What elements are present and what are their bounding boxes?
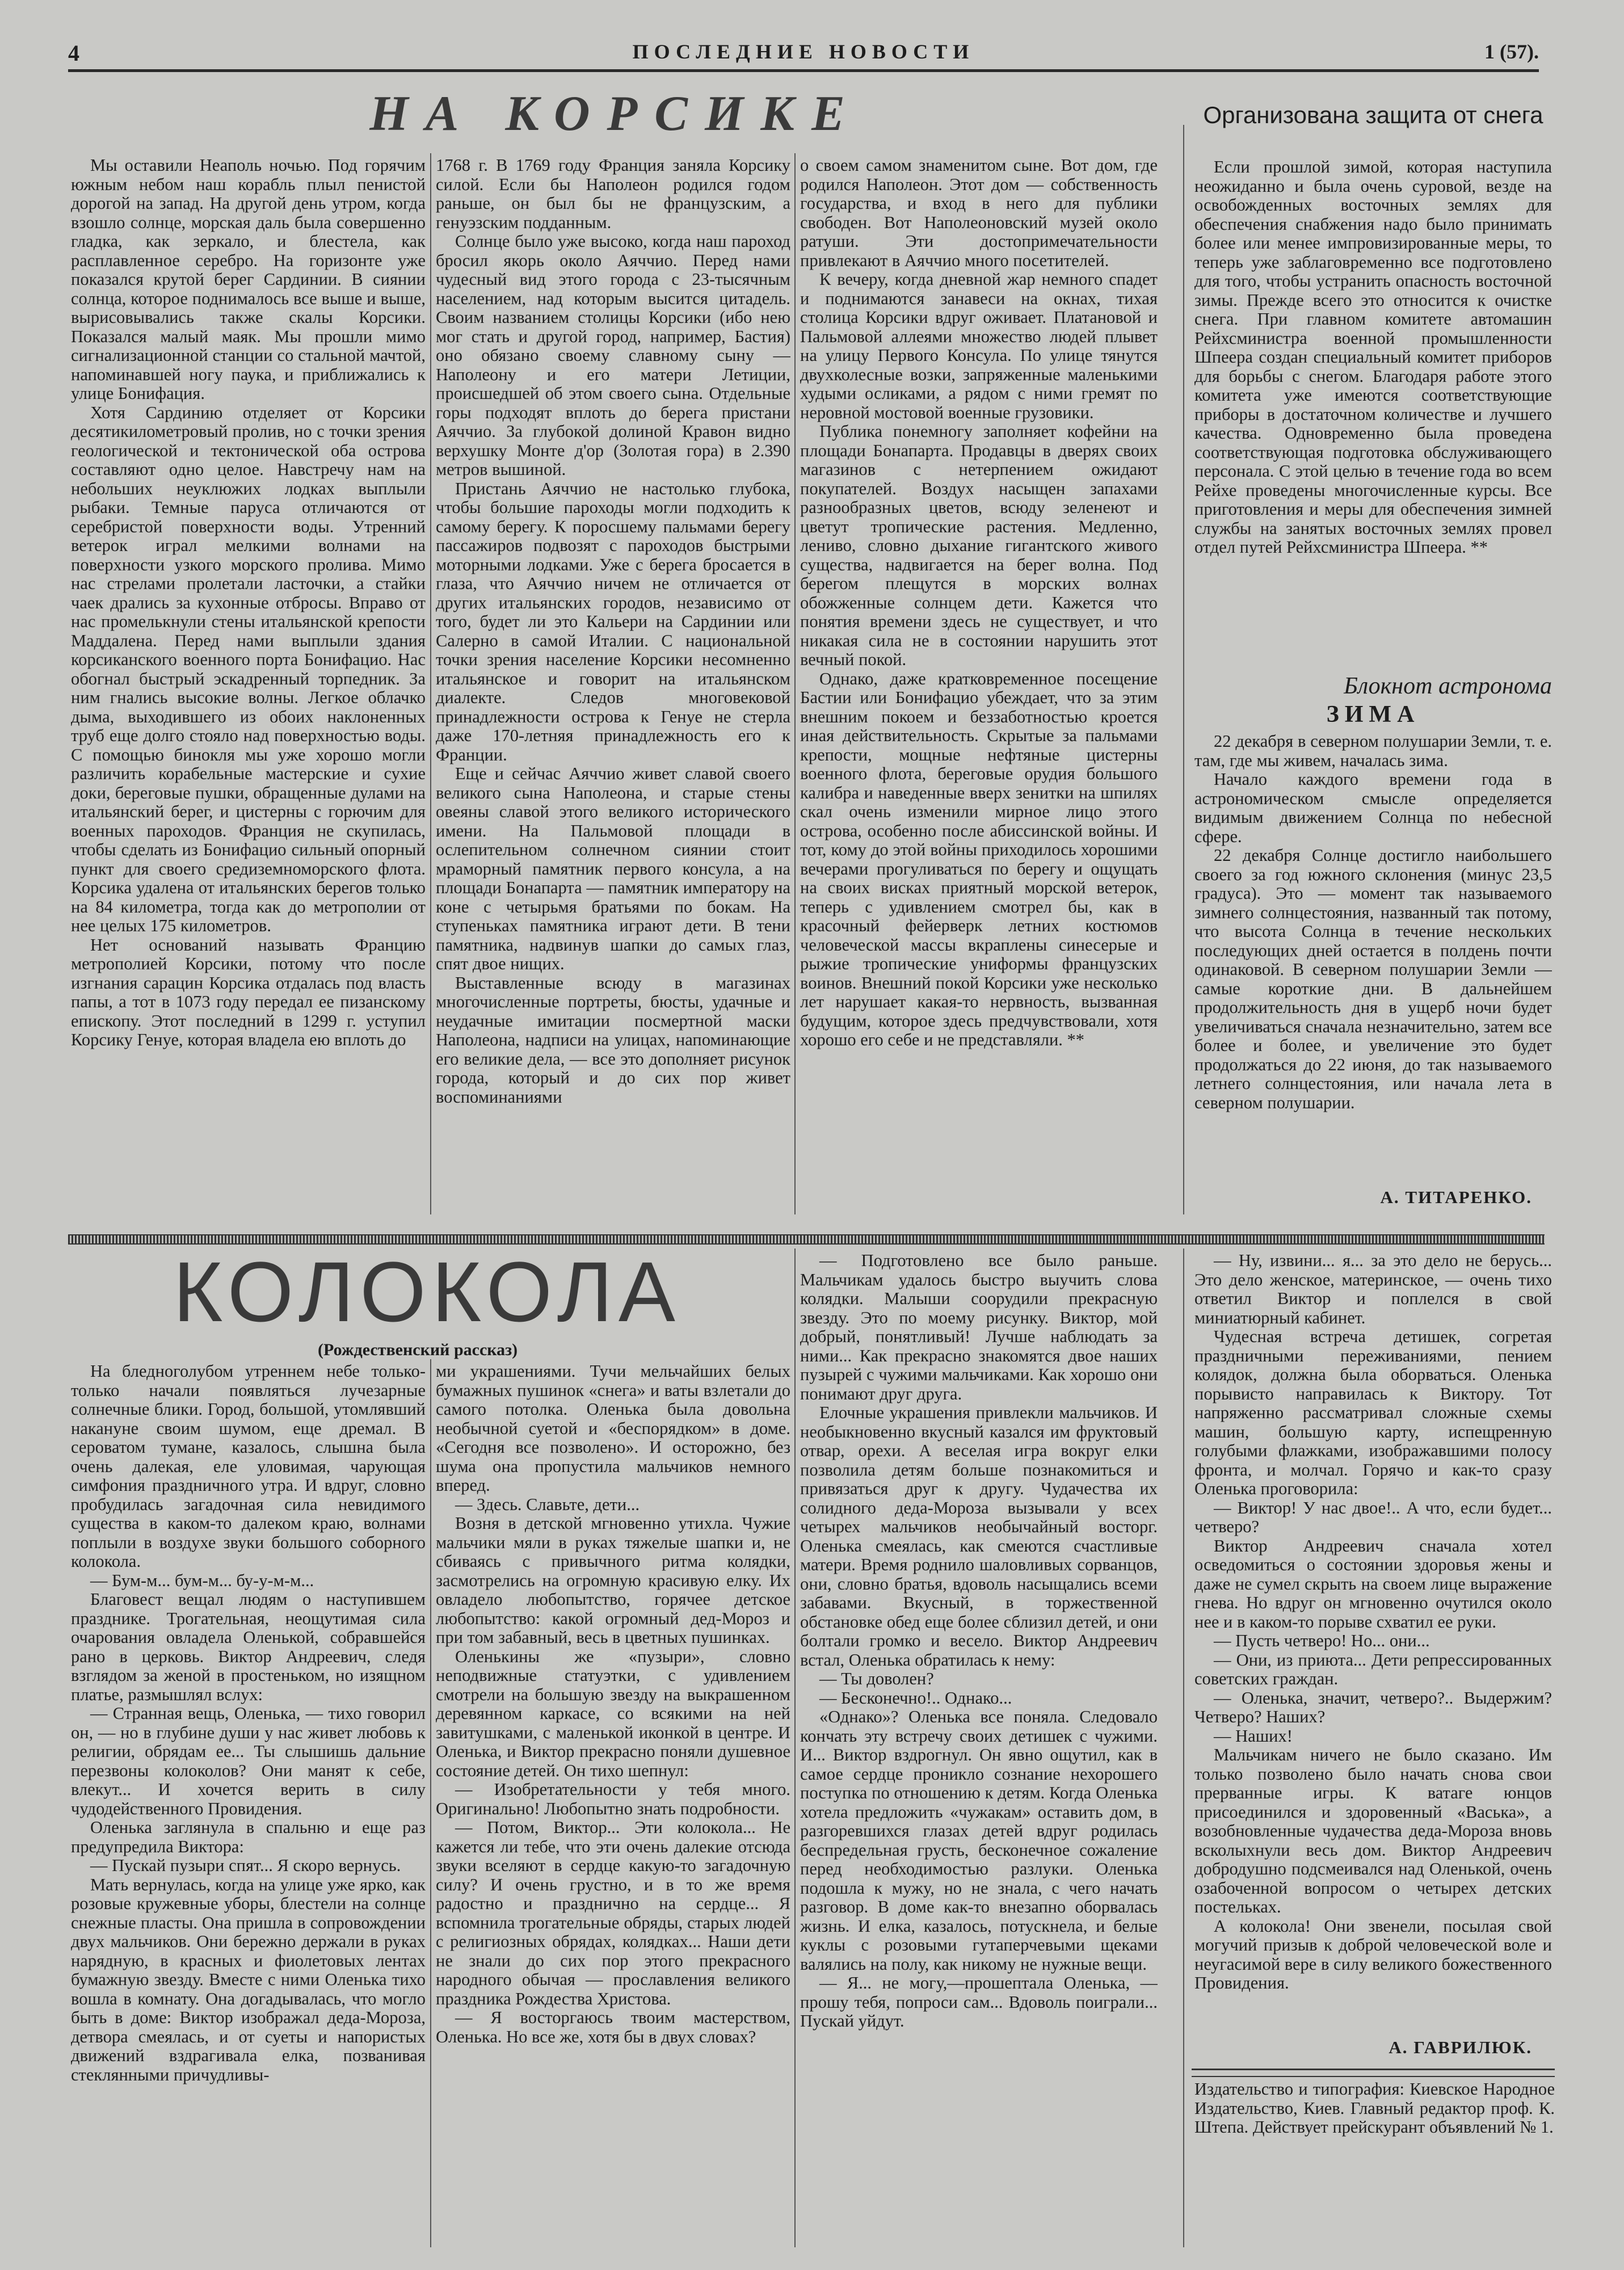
snow-article (1194, 158, 1552, 657)
bells-column-4 (1194, 1251, 1552, 2029)
paragraph: — Изобретательности у тебя много. Оригинально! Любопытно знать подробности. (436, 1780, 790, 1818)
bells-title: КОЛОКОЛА (173, 1244, 681, 1339)
column-divider (430, 153, 431, 1214)
column-divider (794, 1248, 796, 2247)
paragraph: Елочные украшения привлекли мальчиков. И необыкновенно вкусный казался им фруктовый отвар, орехи. А веселая игра вокруг елки позволила детям больше познакомиться и привязаться друг к другу. Чудачества их солидного деда-Мороза вызывали у всех четырех мальчиков необычайный восторг. Оленька смеялась, как смеются счастливые матери. Время роднило шаловливых сорванцов, они, словно братья, вдоволь насыщались всеми забавами. Вкусный, в торжественной обстановке обед еще более сблизил детей, и они болтали громко и весело. Виктор Андреевич встал, Оленька обратилась к нему: (800, 1403, 1158, 1670)
paragraph: Выставленные всюду в магазинах многочисленные портреты, бюсты, удачные и неудачные имитации посмертной маски Наполеона, надписи на улицах, напоминающие его великие дела, — все это дополняет рисунок города, который и до сих пор живет воспоминаниями (436, 973, 790, 1107)
paragraph: Хотя Сардинию отделяет от Корсики десятикилометровый пролив, но с точки зрения геологической и тектонической оба острова составляют одно целое. Навстречу нам на небольших неуклюжих лодках выплыли рыбаки. Темные паруса отличаются от серебристой поверхности воды. Утренний ветерок играл мелкими волнами на поверхности узкого морского пролива. Мимо нас стрелами пролетали ласточки, а стайки чаек дрались за кухонные отбросы. Вправо от нас промелькнули стены итальянской крепости Маддалена. Перед нами выплыли здания корсиканского военного порта Бонифацио. Нас обогнал быстрый эскадренный торпедник. За ним гнались высокие волны. Легкое облачко дыма, выходившего из обоих наклоненных труб еще долго стояло над поверхностью воды. С помощью бинокля мы уже хорошо могли различить корабельные мастерские и сухие доки, береговые пушки, обращенные дулами на итальянский берег, и цистерны с горючим для военных пароходов. Франция не скупилась, чтобы сделать из Бонифацио сильный опорный пункт для своего средиземноморского флота. Корсика удалена от итальянских берегов только на 84 километра, тогда как до метрополии от нее целых 175 километров. (71, 402, 426, 935)
paragraph: — Бум-м... бум-м... бу-у-м-м... (90, 1570, 314, 1590)
publisher-info: Издательство и типография: Киевское Народное Издательство, Киев. Главный редактор проф. К. Штепа. Действует прейскурант объявлений № 1. (1194, 2079, 1555, 2137)
page-header (68, 40, 1539, 74)
paragraph: Публика понемногу заполняет кофейни на площади Бонапарта. Продавцы в дверях своих магазинов с нетерпением ожидают покупателей. Воздух насыщен запахами разнообразных цветов, всюду зеленеют и цветут тропические растения. Медленно, лениво, словно дыхание гигантского живого существа, надвигается на берег волна. Под берегом плещутся в морских волнах обожженные солнцем дети. Кажется что понятия времени здесь не существует, и что никакая сила не в состоянии нарушить этот вечный покой. (800, 422, 1158, 669)
paragraph: «Однако»? Оленька все поняла. Следовало кончать эту встречу своих детишек с чужими. И... Виктор вздрогнул. Он явно ощутил, как в самое сердце проникло сознание нехорошего поступка по отношению к детям. Когда Оленька хотела предложить «чужакам» оставить дом, в разгоревшихся глазах детей вдруг родилась беспредельная грусть, бесконечное сожаление перед необходимостью разлуки. Оленька подошла к мужу, но не знала, с чего начать разговор. В доме как-то внезапно оборвалась жизнь. И елка, казалось, потускнела, и белые куклы с розовыми гутаперчевыми щеками валялись на полу, как никому не нужные вещи. (800, 1707, 1158, 1974)
paragraph: — Странная вещь, Оленька, — тихо говорил он, — но в глубине души у нас живет любовь к религии, обрядам ее... Ты слышишь дальние перезвоны колоколов? Они манят к себе, влекут... И хочется верить в силу чудодейственного Провидения. (71, 1704, 426, 1818)
paragraph: — Потом, Виктор... Эти колокола... Не кажется ли тебе, что эти очень далекие отсюда звуки вселяют в сердце какую-то загадочную силу? И очень грустно, и в то же время радостно и празднично на сердце... Я вспомнила трогательные обряды, старых людей с религиозных обрядах, колядках... Наши дети не знали до сих пор этого прекрасного народного обычая — прославления великого праздника Рождества Христова. (436, 1818, 790, 2008)
paragraph: — Виктор! У нас двое!.. А что, если будет... четверо? (1194, 1498, 1552, 1536)
column-divider (794, 153, 796, 1214)
paragraph: — Пусть четверо! Но... они... (1214, 1631, 1430, 1650)
paragraph: Мы оставили Неаполь ночью. Под горячим южным небом наш корабль плыл пенистой дорогой на запад. На другой день утром, когда взошло солнце, морская даль была совершенно гладка, как зеркало, и блестела, как расплавленное серебро. На горизонте уже показался крутой берег Сардинии. В сиянии солнца, которое поднималось все выше и выше, вырисовывались также скалы Корсики. Показался малый маяк. Мы прошли мимо сигнализационной станции со стальной мачтой, напоминавшей ногу паука, и приближались к улице Бонифация. (71, 156, 426, 403)
bells-author: А. ГАВРИЛЮК. (1389, 2037, 1532, 2057)
paragraph: 22 декабря в северном полушарии Земли, т. е. там, где мы живем, началась зима. (1194, 732, 1552, 770)
astronomy-title: Блокнот астронома (1344, 673, 1552, 699)
paragraph: — Здесь. Славьте, дети... (455, 1494, 640, 1514)
issue-number: 1 (57). (1484, 40, 1539, 63)
paragraph: — Ты доволен? (819, 1669, 934, 1688)
paragraph: Благовест вещал людям о наступившем празднике. Трогательная, неощутимая сила очарования овладела Оленькой, собравшейся рано в церковь. Виктор Андреевич, следя взглядом за женой в простеньком, но изящном платье, размышлял вслух: (71, 1590, 426, 1704)
paragraph: — Оленька, значит, четверо?.. Выдержим? Четверо? Наших? (1194, 1688, 1552, 1726)
paragraph: ми украшениями. Тучи мельчайших белых бумажных пушинок «снега» и ваты взлетали до самого потолка. Оленька была довольна необычной суетой и «беспорядком» в доме. «Сегодня все позволено». И осторожно, без шума она пропустила мальчиков немного вперед. (436, 1362, 790, 1495)
paragraph: Чудесная встреча детишек, согретая праздничными переживаниями, пением колядок, должна была оборваться. Оленька порывисто направилась к Виктору. Тот напряженно рассматривал сложные схемы машин, большую карту, испещренную голубыми флажками, изображавшими полосу фронта, и молчал. Горячо и как-то сразу Оленька проговорила: (1194, 1327, 1552, 1498)
paragraph: Солнце было уже высоко, когда наш пароход бросил якорь около Аяччио. Перед нами чудесный вид этого города с 23-тысячным населением, над которым высится цитадель. Своим названием столицы Корсики (ибо нею мог стать и другой город, например, Бастия) оно обязано своему славному сыну — Наполеону и его матери Летиции, происшедшей об этом своего сына. Отдельные горы подходят вплоть до берега пристани Аяччио. За глубокой долиной Кравон видно верхушку Монте д'ор (Золотая гора) в 2.390 метров вышиной. (436, 232, 790, 479)
paragraph: 22 декабря Солнце достигло наибольшего своего за год южного склонения (минус 23,5 градуса). Это — момент так называемого зимнего солнцестояния, названный так потому, что высота Солнца в течение нескольких последующих дней остается в полдень почти одинаковой. В северном полушарии Земли — самые короткие дни. В дальнейшем продолжительность дня в ущерб ночи будет увеличиваться сначала незначительно, затем все более и более, и увеличение это будет продолжаться до 22 июня, до так называемого летнего солнцестояния, или начала лета в северном полушарии. (1194, 846, 1552, 1112)
paragraph: — Я... не могу,—прошептала Оленька, — прошу тебя, попроси сам... Вдоволь поиграли... Пускай уйдут. (800, 1973, 1158, 2031)
korsika-column-1 (71, 156, 426, 1214)
astronomy-author: А. ТИТАРЕНКО. (1380, 1187, 1532, 1207)
astronomy-article (1194, 732, 1552, 1180)
paragraph: — Бесконечно!.. Однако... (819, 1688, 1012, 1708)
paragraph: о своем самом знаменитом сыне. Вот дом, где родился Наполеон. Этот дом — собственность государства, и вход в него для публики свободен. Вот Наполеоновский музей около ратуши. Эти достопримечательности привлекают в Аяччио много посетителей. (800, 156, 1158, 270)
paragraph: К вечеру, когда дневной жар немного спадет и поднимаются занавеси на окнах, тихая столица Корсики вдруг оживает. Платановой и Пальмовой аллеями множество людей плывет на улицу Первого Консула. По улице тянутся двухколесные возки, запряженные маленькими худыми осликами, а рядом с ними гремят по неровной мостовой военные грузовики. (800, 270, 1158, 422)
column-divider (1183, 125, 1184, 1214)
korsika-column-3 (800, 156, 1158, 1214)
snow-title: Организована защита от снега (1203, 102, 1543, 128)
korsika-column-2 (436, 156, 790, 1214)
column-divider (430, 1359, 431, 2247)
bells-column-3 (800, 1251, 1158, 2247)
paragraph: Мальчикам ничего не было сказано. Им только позволено было начать снова свои прерванные игры. К ватаге юнцов присоединился и здоровенный «Васька», а возобновленные чудачества деда-Мороза вновь всколыхнули весь дом. Виктор Андреевич добродушно подсмеивался над Оленькой, очень озабоченной вопросом о четырех детских постельках. (1194, 1745, 1552, 1916)
paragraph: — Ну, извини... я... за это дело не берусь... Это дело женское, материнское, — очень тихо ответил Виктор и поплелся в свой миниатюрный кабинет. (1194, 1251, 1552, 1327)
paragraph: — Я восторгаюсь твоим мастерством, Оленька. Но все же, хотя бы в двух словах? (436, 2008, 790, 2046)
bells-subtitle: (Рождественский рассказ) (318, 1340, 518, 1359)
paragraph: Нет оснований называть Францию метрополией Корсики, потому что после изгнания сарацин Корсика отдалась под власть папы, а тот в 1073 году передал ее пизанскому епископу. Этот последний в 1299 г. уступил Корсику Генуе, которая владела ею вплоть до (71, 935, 426, 1049)
page-number: 4 (68, 40, 79, 66)
publisher-rule (1192, 2069, 1555, 2077)
astronomy-subtitle: ЗИМА (1326, 701, 1420, 728)
paragraph: Оленькины же «пузыри», словно неподвижные статуэтки, с удивлением смотрели на большую звезду на выкрашенном деревянном каркасе, со всякими на ней завитушками, с маленькой иконкой в центре. И Оленька, и Виктор прекрасно поняли душевное состояние детей. Он тихо шепнул: (436, 1646, 790, 1780)
paragraph: А колокола! Они звенели, посылая свой могучий призыв к доброй человеческой воле и неугасимой вере в силу великого божественного Провидения. (1194, 1916, 1552, 1992)
paragraph: — Пускай пузыри спят... Я скоро вернусь. (90, 1856, 401, 1875)
paragraph: — Подготовлено все было раньше. Мальчикам удалось быстро выучить слова колядки. Малыши соорудили прекрасную звезду. Это по моему рисунку. Виктор, мой добрый, понятливый! Лучше наблюдать за ними... Как прекрасно знакомятся двое наших пузырей с чужими мальчиками. Как хорошо они понимают друг друга. (800, 1251, 1158, 1403)
paragraph: Однако, даже кратковременное посещение Бастии или Бонифацио убеждает, что за этим внешним покоем и беззаботностью кроется иная действительность. Скрытые за пальмами крепости, мощные нефтяные цистерны военного флота, береговые орудия большого калибра и наведенные вверх зенитки на шпилях скал очень изменили мирное лицо этого острова, особенно после абиссинской войны. И тот, кому до этой войны приходилось хорошими вечерами прогуливаться по берегу и ощущать на своих висках приятный морской ветерок, теперь с удивлением смотрел бы, как в красочный фейерверк летних костюмов человеческой массы вкраплены синесерые и рыжие тропические униформы французских воинов. Внешний покой Корсики уже несколько лет нарушает какая-то нервность, вызванная будущим, которое здесь предчувствовали, хотя хорошо его себе и не представляли. ** (800, 669, 1158, 1049)
paragraph: Оленька заглянула в спальню и еще раз предупредила Виктора: (71, 1818, 426, 1856)
bells-column-1 (71, 1362, 426, 2247)
paragraph: Пристань Аяччио не настолько глубока, чтобы большие пароходы могли подходить к самому берегу. К поросшему пальмами берегу пассажиров подвозят с пароходов быстрыми моторными лодками. Уже с берега бросается в глаза, что Аяччио ничем не отличается от других итальянских городов, независимо от того, будет ли это Кальери на Сардинии или Салерно в самой Италии. С национальной точки зрения население Корсики несомненно итальянское и говорит на итальянском диалекте. Следов многовековой принадлежности острова к Генуе не стерла даже 170-летняя принадлежность его к Франции. (436, 478, 790, 764)
paragraph: — Они, из приюта... Дети репрессированных советских граждан. (1194, 1650, 1552, 1688)
header-rule (68, 69, 1539, 72)
paragraph: 1768 г. В 1769 году Франция заняла Корсику силой. Если бы Наполеон родился годом раньше, он был бы не французским, а генуэзским подданным. (436, 156, 790, 232)
column-divider (1183, 1248, 1184, 2247)
korsika-title: НА КОРСИКЕ (369, 86, 862, 141)
paragraph: Начало каждого времени года в астрономическом смысле определяется видимым движением Солнца по небесной сфере. (1194, 770, 1552, 846)
paragraph: — Наших! (1214, 1726, 1293, 1746)
paragraph: Мать вернулась, когда на улице уже ярко, как розовые кружевные уборы, блестели на солнце снежные пласты. Она пришла в сопровождении двух мальчиков. Они бережно держали в руках нарядную, в красных и фиолетовых лентах бумажную звезду. Вместе с ними Оленька тихо вошла в комнату. Она догадывалась, что могло быть в доме: Виктор изображал деда-Мороза, детвора смеялась, и от суеты и напористых движений вздрагивала елка, позванивая стеклянными причудливы- (71, 1874, 426, 2084)
masthead: ПОСЛЕДНИЕ НОВОСТИ (632, 40, 975, 63)
paragraph: Возня в детской мгновенно утихла. Чужие мальчики мяли в руках тяжелые шапки и, не сбиваясь с привычного ритма колядки, засмотрелись на огромную красивую елку. Их овладело любопытство, горячее детское любопытство: какой огромный дед-Мороз и при том забавный, весь в цветных пушинках. (436, 1514, 790, 1647)
paragraph: Еще и сейчас Аяччио живет славой своего великого сына Наполеона, и старые стены овеяны славой этого великого исторического имени. На Пальмовой площади в ослепительном солнечном сиянии стоит мраморный памятник первого консула, а на площади Бонапарта — памятник императору на коне с четырьмя братьями по бокам. На ступеньках памятника играют дети. В тени памятника, надвинув шапки до самых глаз, спят двое нищих. (436, 764, 790, 973)
paragraph: Если прошлой зимой, которая наступила неожиданно и была очень суровой, везде на освобожденных восточных землях для обеспечения снабжения надо было принимать более или менее импровизированные меры, то теперь уже заблаговременно все подготовлено для того, чтобы устранить опасность восточной зимы. Прежде всего это относится к очистке снега. При главном комитете автомашин Рейхсминистра военной промышленности Шпеера создан специальный комитет приборов для борьбы с снегом. Благодаря работе этого комитета уже имеются соответствующие приборы в достаточном количестве и лучшего качества. Одновременно была проведена соответствующая подготовка обслуживающего персонала. С этой целью в течение года во всем Рейхе проведены многочисленные курсы. Все приготовления и меры для обеспечения зимней службы на занятых восточных землях провел отдел путей Рейхсминистра Шпеера. ** (1194, 158, 1552, 557)
paragraph: На бледноголубом утреннем небе только-только начали появляться лучезарные солнечные блики. Город, большой, утомлявший накануне своим шумом, еще дремал. В сероватом тумане, казалось, слышна была очень далекая, еле уловимая, чарующая симфония праздничного утра. И вдруг, словно пробудилась загадочная сила невидимого существа в каком-то далеком краю, волнами поплыли в воздухе звуки большого соборного колокола. (71, 1362, 426, 1571)
bells-column-2 (436, 1362, 790, 2247)
paragraph: Виктор Андреевич сначала хотел осведомиться о состоянии здоровья жены и даже не сумел скрыть на своем лице выражение гнева. Но вдруг он мгновенно очутился около нее и в каком-то порыве схватил ее руки. (1194, 1536, 1552, 1632)
